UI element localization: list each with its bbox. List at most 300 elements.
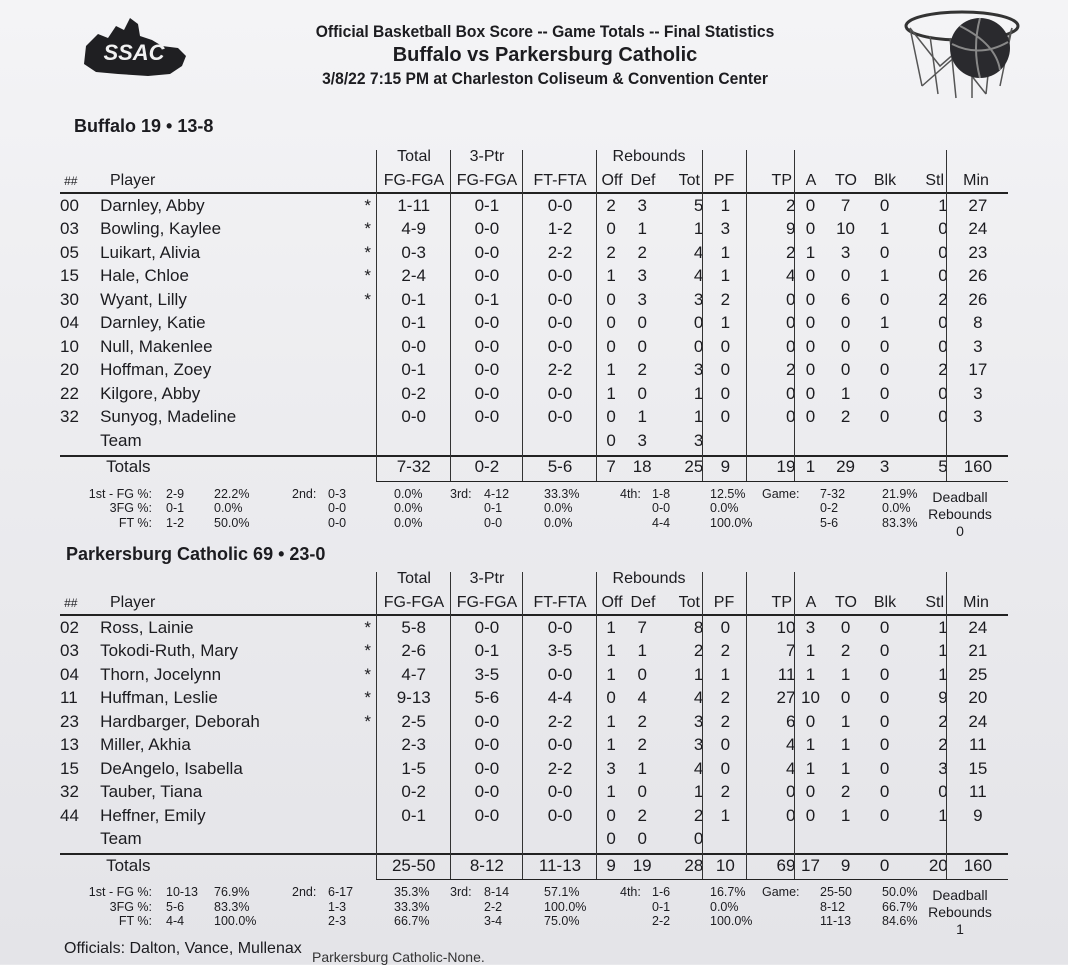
starter-mark [359,429,377,453]
stat-tot: 0 [693,829,704,849]
stat-stl [904,828,948,852]
stat-pf: 1 [720,195,731,215]
deadball-label: Deadball [932,887,988,903]
player-number: 15 [60,758,79,778]
player-number: 32 [60,407,79,427]
starter-mark [359,757,377,781]
summary-percent: 50.0% [882,885,918,899]
stat-three: 0-0 [474,336,500,356]
stat-three [451,429,523,453]
stat-min [948,828,1008,852]
stat-min: 26 [968,289,988,309]
col-blk: Blk [873,594,897,611]
summary-made-attempted: 6-17 [328,885,354,899]
total-tot: 28 [684,855,704,875]
stat-blk: 0 [879,195,890,215]
starter-mark [359,406,377,430]
stat-min: 26 [968,266,988,286]
starter-mark [359,382,377,406]
table-row [60,616,1008,640]
stat-min: 3 [973,383,983,403]
stat-ft: 0-0 [547,195,573,215]
column-divider [522,150,523,481]
stat-to [826,429,866,453]
stat-to: 3 [840,242,851,262]
summary-percent: 57.1% [544,885,580,899]
stat-fg: 0-1 [401,313,426,333]
starter-mark: * [364,289,371,309]
stat-a: 0 [805,313,816,333]
column-divider [596,572,597,879]
summary-percent: 35.3% [394,885,430,899]
total-three: 0-2 [474,457,500,477]
table-row [60,218,1008,242]
stat-a: 0 [805,266,816,286]
stat-to: 1 [840,758,851,778]
summary-made-attempted: 2-3 [328,914,347,928]
summary-percent: 0.0% [710,899,739,914]
stat-stl: 1 [938,617,948,637]
stat-pf: 2 [720,711,731,731]
stat-tp: 0 [785,289,796,309]
stat-blk: 0 [879,336,890,356]
stat-ft: 0-0 [547,266,573,286]
stat-off: 0 [606,805,616,825]
stat-off: 0 [606,430,616,450]
col-fg: FG-FGA [383,594,445,611]
stat-three: 0-1 [474,289,500,309]
col-min: Min [963,172,989,189]
stat-to: 2 [840,641,851,661]
column-divider [522,572,523,879]
summary-label: FT %: [118,914,152,928]
summary-period-label: 3rd: [450,885,472,899]
summary-made-attempted: 0-0 [484,515,503,530]
stat-tp: 0 [785,805,796,825]
stat-off: 1 [606,383,616,403]
stat-tp: 7 [785,641,796,661]
table-row [60,663,1008,687]
stat-min: 25 [968,664,988,684]
summary-made-attempted: 0-0 [652,501,671,515]
stat-to [826,828,866,852]
stat-stl: 1 [938,805,948,825]
stat-pf: 0 [720,360,731,380]
total-def: 19 [632,855,652,875]
starter-mark [359,359,377,383]
stat-tot: 1 [693,219,704,239]
stat-blk: 0 [879,805,890,825]
ssac-logo [78,16,190,78]
stat-tp: 0 [785,782,796,802]
stat-def: 3 [637,289,647,309]
total-a: 1 [805,457,816,477]
stat-pf [703,429,747,453]
summary-percent: 0.0% [394,501,423,515]
column-divider [376,150,377,481]
stat-min: 9 [973,805,983,825]
summary-label: 1st - FG %: [88,486,152,501]
rebounds-label: Rebounds [928,505,992,522]
summary-percent: 0.0% [214,501,243,515]
stat-off: 2 [606,242,616,262]
stat-tot: 1 [693,664,704,684]
stat-stl: 0 [938,383,948,403]
stat-pf: 2 [720,289,731,309]
total-fg: 25-50 [391,855,436,875]
totals-label: Totals [106,855,151,875]
stat-tot: 8 [693,617,704,637]
summary-percent: 0.0% [710,501,739,515]
col-group-rebounds: Rebounds [612,148,686,165]
starter-mark [359,335,377,359]
stat-fg: 0-3 [401,242,426,262]
starter-mark: * [364,664,371,684]
stat-pf: 1 [720,805,731,825]
stat-fg: 0-2 [401,782,426,802]
stat-tot: 0 [693,336,704,356]
table-row [60,241,1008,265]
col-player: Player [110,594,156,611]
totals-spacer [60,854,100,878]
stat-a: 0 [805,195,816,215]
col-three: FG-FGA [456,594,518,611]
col-to: TO [835,172,857,189]
summary-made-attempted: 4-4 [652,515,671,530]
stat-three: 0-0 [474,805,500,825]
player-name: Thorn, Jocelynn [100,664,222,684]
summary-made-attempted: 0-0 [328,515,347,530]
summary-made-attempted: 5-6 [820,515,839,530]
stat-a: 1 [805,758,816,778]
stat-fg: 2-4 [401,266,426,286]
summary-made-attempted: 2-2 [484,899,503,914]
stat-ft [523,429,597,453]
col-ft: FT-FTA [533,172,587,189]
stat-to: 0 [840,266,851,286]
summary-label: 3FG %: [109,899,152,914]
stat-blk: 0 [879,688,890,708]
stat-a: 0 [805,711,816,731]
stat-ft: 2-2 [547,360,573,380]
stat-three: 0-1 [474,641,500,661]
col-def: Def [630,594,656,611]
starter-mark [359,804,377,828]
stat-blk: 0 [879,289,890,309]
stat-off: 1 [606,266,616,286]
table-row [60,429,1008,453]
stat-blk: 0 [879,735,890,755]
bottom-rule [376,879,1008,880]
summary-made-attempted: 0-1 [166,501,185,515]
stat-to: 1 [840,664,851,684]
stat-fg: 2-5 [401,711,426,731]
column-divider [450,150,451,481]
stat-blk: 0 [879,641,890,661]
player-number: 22 [60,383,79,403]
player-number: 00 [60,195,79,215]
table-row [60,194,1008,218]
stat-pf: 2 [720,688,731,708]
summary-percent: 0.0% [394,486,423,501]
starter-mark [359,781,377,805]
totals-table [60,854,1008,878]
summary-percent: 84.6% [882,914,918,928]
stat-def: 1 [637,219,647,239]
stat-stl: 1 [938,664,948,684]
stat-off: 0 [606,829,616,849]
summary-made-attempted: 5-6 [166,899,185,914]
stat-def: 7 [637,617,647,637]
col-num: ## [64,174,78,188]
summary-made-attempted: 4-4 [166,914,185,928]
player-stats-table [60,616,1008,851]
deadball-value: 0 [956,522,964,539]
total-tot: 25 [684,457,704,477]
player-name: Darnley, Katie [100,313,206,333]
total-blk: 3 [879,457,890,477]
summary-made-attempted: 25-50 [820,885,852,899]
stat-off: 1 [606,617,616,637]
col-group-total: Total [397,570,431,587]
total-ft: 5-6 [547,457,573,477]
col-group-3ptr: 3-Ptr [469,570,505,587]
stat-off: 0 [606,688,616,708]
stat-blk [866,429,904,453]
table-row [60,640,1008,664]
col-group-rebounds: Rebounds [612,570,686,587]
stat-tot: 1 [693,383,704,403]
col-blk: Blk [873,172,897,189]
stat-tot: 3 [693,289,704,309]
stat-fg: 9-13 [396,688,431,708]
stat-fg: 0-0 [401,407,426,427]
table-row [60,828,1008,852]
stat-tp: 2 [785,242,796,262]
stat-tot: 1 [693,407,704,427]
stat-to: 1 [840,383,851,403]
summary-period-label: 4th: [620,885,641,899]
table-row [60,265,1008,289]
player-name: Heffner, Emily [100,805,206,825]
stat-blk [866,828,904,852]
stat-tp [747,828,795,852]
starter-mark [359,312,377,336]
col-tot: Tot [678,594,700,611]
stat-three: 0-0 [474,219,500,239]
starter-mark: * [364,617,371,637]
summary-period-label: 2nd: [292,885,317,899]
summary-percent: 22.2% [214,486,250,501]
column-divider [794,572,795,879]
stat-three: 0-0 [474,758,500,778]
summary-percent: 76.9% [214,885,250,899]
starter-mark: * [364,195,371,215]
stat-def: 3 [637,266,647,286]
stat-ft [523,828,597,852]
table-row [60,335,1008,359]
stat-pf: 0 [720,758,731,778]
summary-made-attempted: 0-3 [328,486,347,501]
starter-mark: * [364,266,371,286]
player-number: 02 [60,617,79,637]
total-tp: 19 [776,457,796,477]
stat-ft: 0-0 [547,805,573,825]
stat-off: 1 [606,641,616,661]
summary-made-attempted: 0-1 [484,501,503,515]
summary-made-attempted: 8-14 [484,885,510,899]
totals-spacer [60,456,100,480]
stat-to: 1 [840,735,851,755]
stat-def: 3 [637,195,647,215]
stat-to: 1 [840,711,851,731]
stat-fg [377,429,451,453]
col-off: Off [601,594,623,611]
starter-mark: * [364,688,371,708]
stat-stl: 0 [938,219,948,239]
col-player: Player [110,172,156,189]
player-name: Bowling, Kaylee [100,219,222,239]
col-pf: PF [713,172,735,189]
summary-percent: 33.3% [394,899,430,914]
player-name: Sunyog, Madeline [100,407,237,427]
summary-made-attempted: 1-2 [166,515,185,530]
player-number: 30 [60,289,79,309]
stat-ft: 3-5 [547,641,573,661]
stat-stl: 1 [938,641,948,661]
total-off: 9 [606,855,616,875]
stat-ft: 2-2 [547,242,573,262]
total-def: 18 [632,457,652,477]
column-divider [946,572,947,879]
stat-tp [747,429,795,453]
player-number: 23 [60,711,79,731]
stat-a: 1 [805,664,816,684]
summary-made-attempted: 0-2 [820,501,839,515]
col-stl: Stl [925,172,944,189]
stat-tp: 10 [776,617,796,637]
player-stats-table [60,194,1008,453]
stat-to: 2 [840,782,851,802]
column-divider [746,572,747,879]
stat-min [948,429,1008,453]
column-divider [702,572,703,879]
table-row [60,757,1008,781]
total-fg: 7-32 [396,457,431,477]
stat-tot: 3 [693,711,704,731]
stat-def: 0 [637,383,647,403]
stat-off: 1 [606,360,616,380]
player-number [60,429,100,453]
totals-table [60,456,1008,480]
stat-three: 0-0 [474,617,500,637]
stat-off: 1 [606,735,616,755]
stat-stl: 0 [938,313,948,333]
stat-off: 1 [606,711,616,731]
stat-ft: 0-0 [547,313,573,333]
stat-tp: 11 [777,664,796,684]
stat-a: 0 [805,336,816,356]
stat-fg: 4-7 [401,664,426,684]
game-info: 3/8/22 7:15 PM at Charleston Coliseum & Convention Center [322,69,768,88]
stat-pf: 2 [720,641,731,661]
stat-pf: 0 [720,617,731,637]
summary-made-attempted: 3-4 [484,914,503,928]
summary-made-attempted: 0-0 [328,501,347,515]
summary-percent: 100.0% [710,914,753,928]
stat-stl: 0 [938,336,948,356]
stat-tot: 4 [693,688,704,708]
stat-min: 23 [968,242,988,262]
stat-def: 1 [637,407,647,427]
player-name: Hale, Chloe [100,266,189,286]
starter-mark: * [364,641,371,661]
stat-stl: 0 [938,782,948,802]
summary-percent: 16.7% [710,885,746,899]
total-min: 160 [963,855,993,875]
stat-def: 1 [637,758,647,778]
stat-off: 0 [606,407,616,427]
summary-made-attempted: 10-13 [166,885,198,899]
player-number: 11 [60,688,78,708]
totals-spacer [359,854,377,878]
stat-tot: 2 [693,805,704,825]
rebounds-label: Rebounds [928,904,992,920]
stat-three: 3-5 [474,664,500,684]
total-off: 7 [606,457,616,477]
stat-blk: 0 [879,664,890,684]
stat-to: 0 [840,688,851,708]
player-number: 44 [60,805,79,825]
col-tot: Tot [678,172,700,189]
stat-fg: 5-8 [401,617,426,637]
summary-label: 1st - FG %: [88,885,152,899]
player-name: Ross, Lainie [100,617,194,637]
stat-blk: 0 [879,711,890,731]
stat-pf: 0 [720,336,731,356]
summary-made-attempted: 0-1 [652,899,671,914]
table-row [60,781,1008,805]
table-row [60,288,1008,312]
player-name: Null, Makenlee [100,336,213,356]
stat-stl: 2 [938,711,948,731]
col-group-3ptr: 3-Ptr [469,148,505,165]
summary-period-label: 4th: [620,486,641,501]
player-name: Luikart, Alivia [100,242,201,262]
stat-min: 11 [969,782,987,802]
stat-three [451,828,523,852]
summary-made-attempted: 2-9 [166,486,185,501]
column-divider [376,572,377,879]
stat-three: 0-1 [474,195,500,215]
player-number: 03 [60,641,79,661]
col-def: Def [630,172,656,189]
stat-stl: 1 [938,195,948,215]
team-title-buffalo: Buffalo 19 • 13-8 [74,116,214,136]
stat-pf: 1 [720,266,731,286]
stat-a [795,429,825,453]
stat-a: 0 [805,383,816,403]
stat-tot: 3 [693,735,704,755]
col-a: A [805,172,817,189]
stat-ft: 0-0 [547,289,573,309]
total-pf: 9 [720,457,731,477]
player-number: 04 [60,664,79,684]
stat-min: 24 [968,219,988,239]
stat-to: 10 [836,219,856,239]
stat-three: 0-0 [474,782,500,802]
stat-pf [703,828,747,852]
